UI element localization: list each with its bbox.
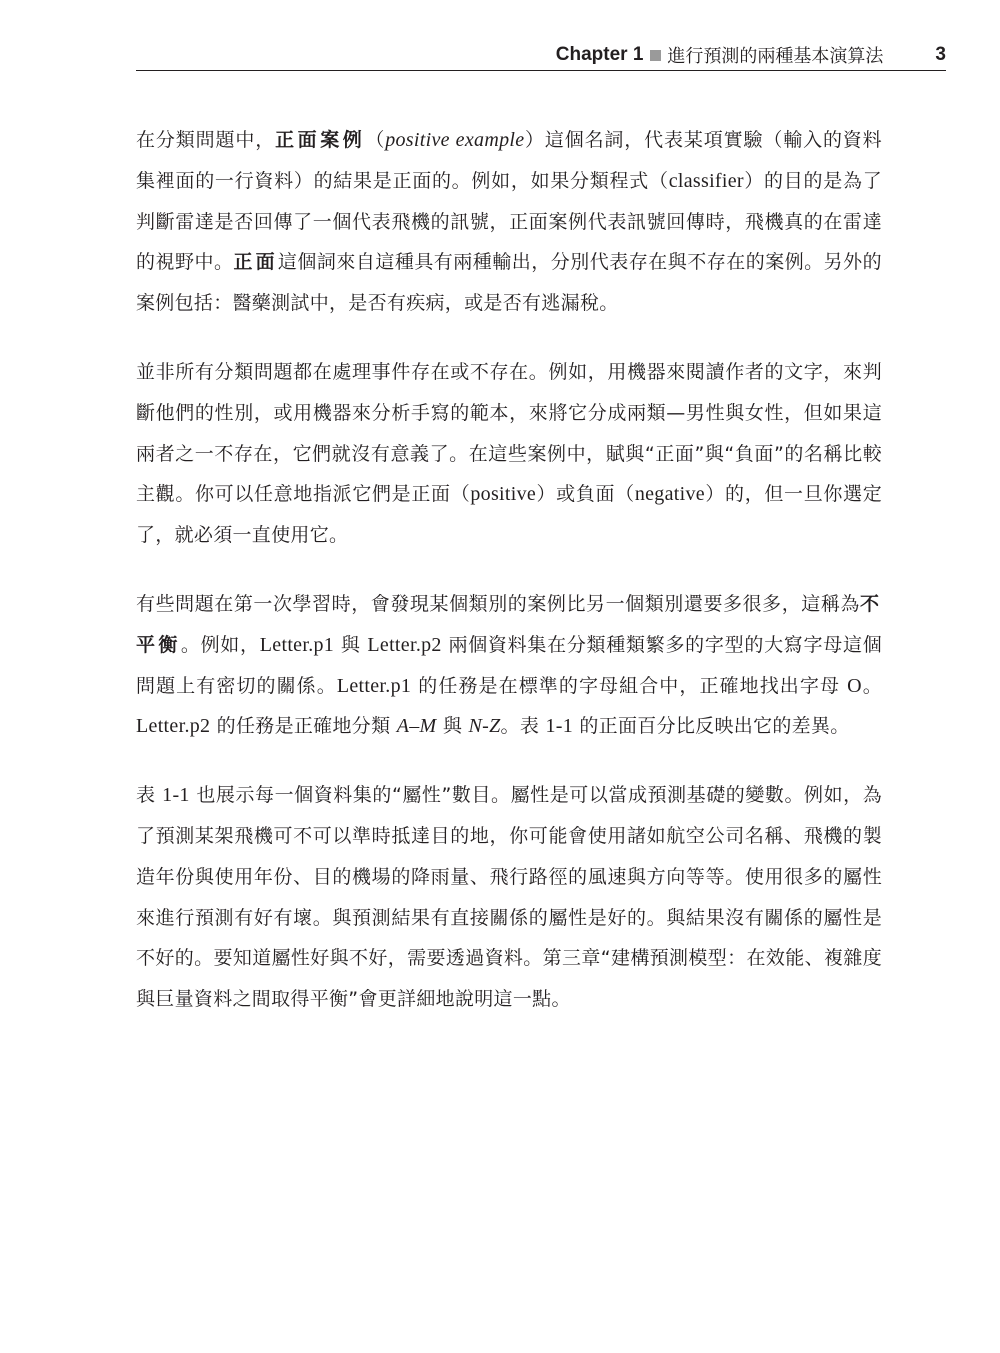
term-positive: 正面 [233, 251, 278, 274]
paragraph-4 [136, 775, 882, 1020]
text-run: 與 [436, 715, 469, 738]
text-run: 的任務是正確地分類 [210, 715, 397, 738]
text-run: 。 [861, 674, 882, 697]
text-run: ）的目的是為了判斷雷達是否回傳了一個代表飛機的訊號，正面案例代表訊號回傳時，飛機真的在雷達的視野中。 [136, 169, 882, 274]
term-imbalance: 不平衡 [136, 592, 882, 656]
text-run: 的任務是在標準的字母組合中，正確地找出字母 [411, 674, 848, 697]
running-header [136, 40, 946, 71]
term-negative-en: negative [634, 483, 705, 506]
paragraph-2 [136, 352, 882, 556]
dataset-name: Letter.p2 [136, 715, 211, 738]
letter-range: N-Z [468, 715, 501, 738]
text-run: 的正面百分比反映出它的差異。 [573, 715, 850, 738]
page-number: 3 [935, 44, 946, 65]
letter-range: A–M [396, 715, 437, 738]
term-positive-en: positive [470, 483, 537, 506]
term-positive-example: 正面案例 [275, 129, 366, 151]
text-run: 在分類問題中， [136, 129, 276, 151]
text-run: ）或負面（ [536, 483, 635, 506]
text-run: 也展示每一個資料集的“屬性”數目。屬性是可以當成預測基礎的變數。例如，為了預測某架飛機可不可以準時抵達目的地，你可能會使用諸如航空公司名稱、飛機的製造年份與使用年份、目的機場的降雨量、飛行路徑的風速與方向等等。使用很多的屬性來進行預測有好有壞。與預測結果有直接關係的屬性是好的。與結果沒有關係的屬性是不好的。要知道屬性好與不好，需要透過資料。第三章“建構預測模型：在效能、複雜度與巨量資料之間取得平衡”會更詳細地說明這一點。 [136, 784, 883, 1011]
term-english-positive-example: positive example [385, 129, 525, 151]
text-run: 表 [136, 784, 163, 807]
text-run: ）的，但一旦你選定了，就必須一直使用它。 [136, 483, 882, 547]
page-body [136, 120, 882, 1048]
term-classifier: classifier [668, 169, 744, 192]
table-ref: 1-1 [162, 784, 190, 807]
text-run: 。表 [500, 715, 546, 738]
chapter-label: Chapter 1 [555, 44, 644, 65]
square-bullet-icon [650, 50, 661, 61]
text-run: 與 [334, 633, 368, 656]
text-run: （ [365, 129, 386, 151]
text-run: 有些問題在第一次學習時，會發現某個類別的案例比另一個類別還要多很多，這稱為 [136, 592, 860, 615]
text-run: 並非所有分類問題都在處理事件存在或不存在。例如，用機器來閱讀作者的文字，來判斷他們的性別，或用機器來分析手寫的範本，來將它分成兩類—男性與女性，但如果這兩者之一不存在，它們就沒有意義了。在這些案例中，賦與“正面”與“負面”的名稱比較主觀。你可以任意地指派它們是正面（ [136, 360, 882, 506]
paragraph-1 [136, 120, 882, 324]
letter-o: O [847, 674, 862, 697]
table-ref: 1-1 [545, 715, 574, 738]
text-run: ）這個名詞，代表某項實驗（輸入的資料集裡面的一行資料）的結果是正面的。例如，如果分類程式（ [136, 129, 882, 192]
chapter-title: 進行預測的兩種基本演算法 [667, 46, 884, 67]
text-run: 這個詞來自這種具有兩種輸出，分別代表存在與不存在的案例。另外的案例包括：醫藥測試中，是否有疾病，或是否有逃漏稅。 [136, 251, 882, 315]
dataset-name: Letter.p1 [259, 633, 335, 656]
dataset-name: Letter.p2 [367, 633, 442, 656]
dataset-name: Letter.p1 [336, 674, 412, 697]
text-run: 。例如， [180, 633, 260, 656]
paragraph-3 [136, 584, 882, 747]
running-header-content [556, 42, 946, 68]
text-run: 兩個資料集在分類種類繁多的字型的大寫字母這個問題上有密切的關係。 [136, 633, 882, 697]
